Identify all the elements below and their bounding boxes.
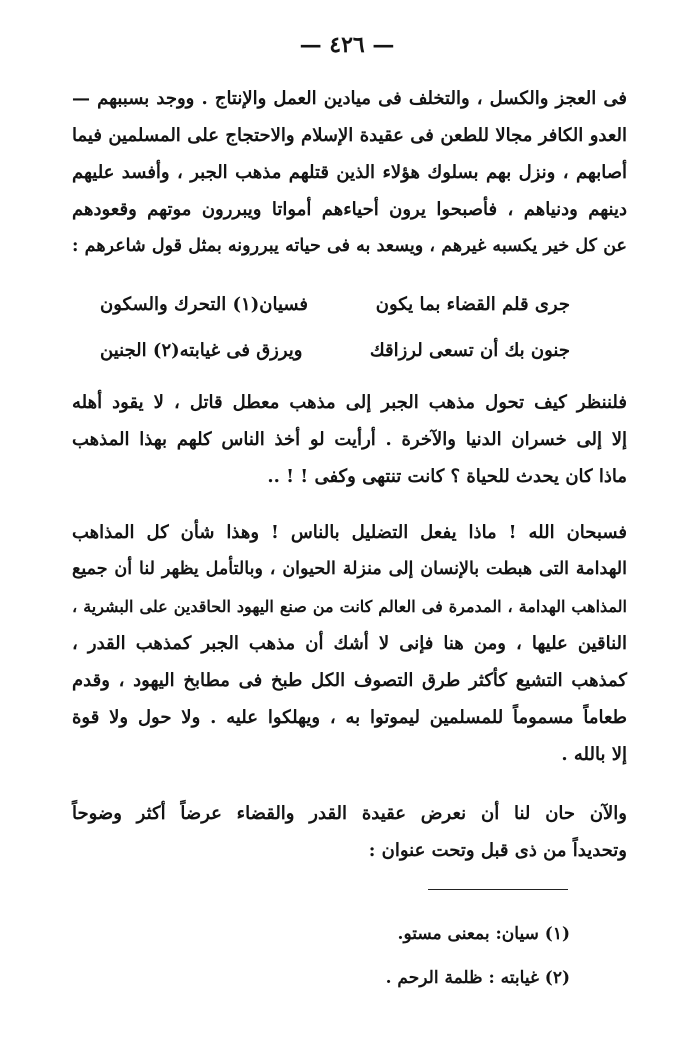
verse-second-hemistich: ويرزق فى غيابته(٢) الجنين — [100, 340, 303, 361]
footnote-divider — [428, 889, 568, 890]
text-line: وتحديداً من ذى قبل وتحت عنوان : — [368, 840, 627, 861]
paragraph-3 — [72, 514, 627, 773]
text-line: كمذهب التشيع كأكثر طرق التصوف الكل طبخ فى مطابخ اليهود ، وقدم — [72, 670, 627, 691]
text-line: والآن حان لنا أن نعرض عقيدة القدر والقضاء عرضاً أكثر وضوحاً — [72, 803, 627, 824]
footnote-1: (١) سيان: بمعنى مستو. — [397, 924, 570, 944]
footnote-2: (٢) غيابته : ظلمة الرحم . — [385, 968, 570, 988]
text-line: إلا بالله . — [561, 744, 627, 765]
verse-second-hemistich: فسيان(١) التحرك والسكون — [100, 294, 309, 315]
verse-1 — [100, 282, 570, 328]
footnotes — [150, 912, 570, 1000]
text-line: عن كل خير يكسبه غيرهم ، ويسعد به فى حياته يبررونه بمثل قول شاعرهم : — [72, 236, 627, 256]
text-line: إلا إلى خسران الدنيا والآخرة . أرأيت لو أخذ الناس كلهم بهذا المذهب — [72, 429, 627, 450]
paragraph-4 — [72, 795, 627, 869]
poem-verses — [100, 282, 570, 374]
paragraph-2 — [72, 384, 627, 495]
text-line: دينهم ودنياهم ، فأصبحوا يرون أحياءهم أمواتا ويبررون موتهم وقعودهم — [72, 199, 627, 220]
verse-first-hemistich: جنون بك أن تسعى لرزاقك — [369, 340, 570, 361]
verse-2 — [100, 328, 570, 374]
text-line: الهدامة التى هبطت بالإنسان إلى منزلة الحيوان ، وبالتأمل يظهر لنا أن جميع — [72, 559, 627, 579]
text-line: فسبحان الله ! ماذا يفعل التضليل بالناس ! وهذا شأن كل المذاهب — [72, 522, 627, 543]
text-line: طعاماً مسموماً للمسلمين ليموتوا به ، ويهلكوا عليه . ولا حول ولا قوة — [72, 707, 627, 728]
paragraph-1 — [72, 80, 627, 265]
text-line: فى العجز والكسل ، والتخلف فى ميادين العمل والإنتاج . ووجد بسببهم — — [72, 88, 627, 109]
text-line: أصابهم ، ونزل بهم بسلوك هؤلاء الذين قتلهم مذهب الجبر ، وأفسد عليهم — [72, 162, 627, 183]
text-line: العدو الكافر مجالا للطعن فى عقيدة الإسلام والاحتجاج على المسلمين فيما — [72, 125, 627, 146]
verse-first-hemistich: جرى قلم القضاء بما يكون — [375, 294, 570, 315]
text-line: الناقين عليها ، ومن هنا فإنى لا أشك أن مذهب الجبر كمذهب القدر ، — [72, 633, 627, 654]
page-number: — ٤٢٦ — — [299, 32, 395, 58]
text-line: فلننظر كيف تحول مذهب الجبر إلى مذهب معطل قاتل ، لا يقود أهله — [72, 392, 627, 413]
text-line: المذاهب الهدامة ، المدمرة فى العالم كانت من صنع اليهود الحاقدين على البشرية ، — [72, 597, 627, 616]
text-line: ماذا كان يحدث للحياة ؟ كانت تنتهى وكفى ! ! .. — [267, 466, 627, 487]
